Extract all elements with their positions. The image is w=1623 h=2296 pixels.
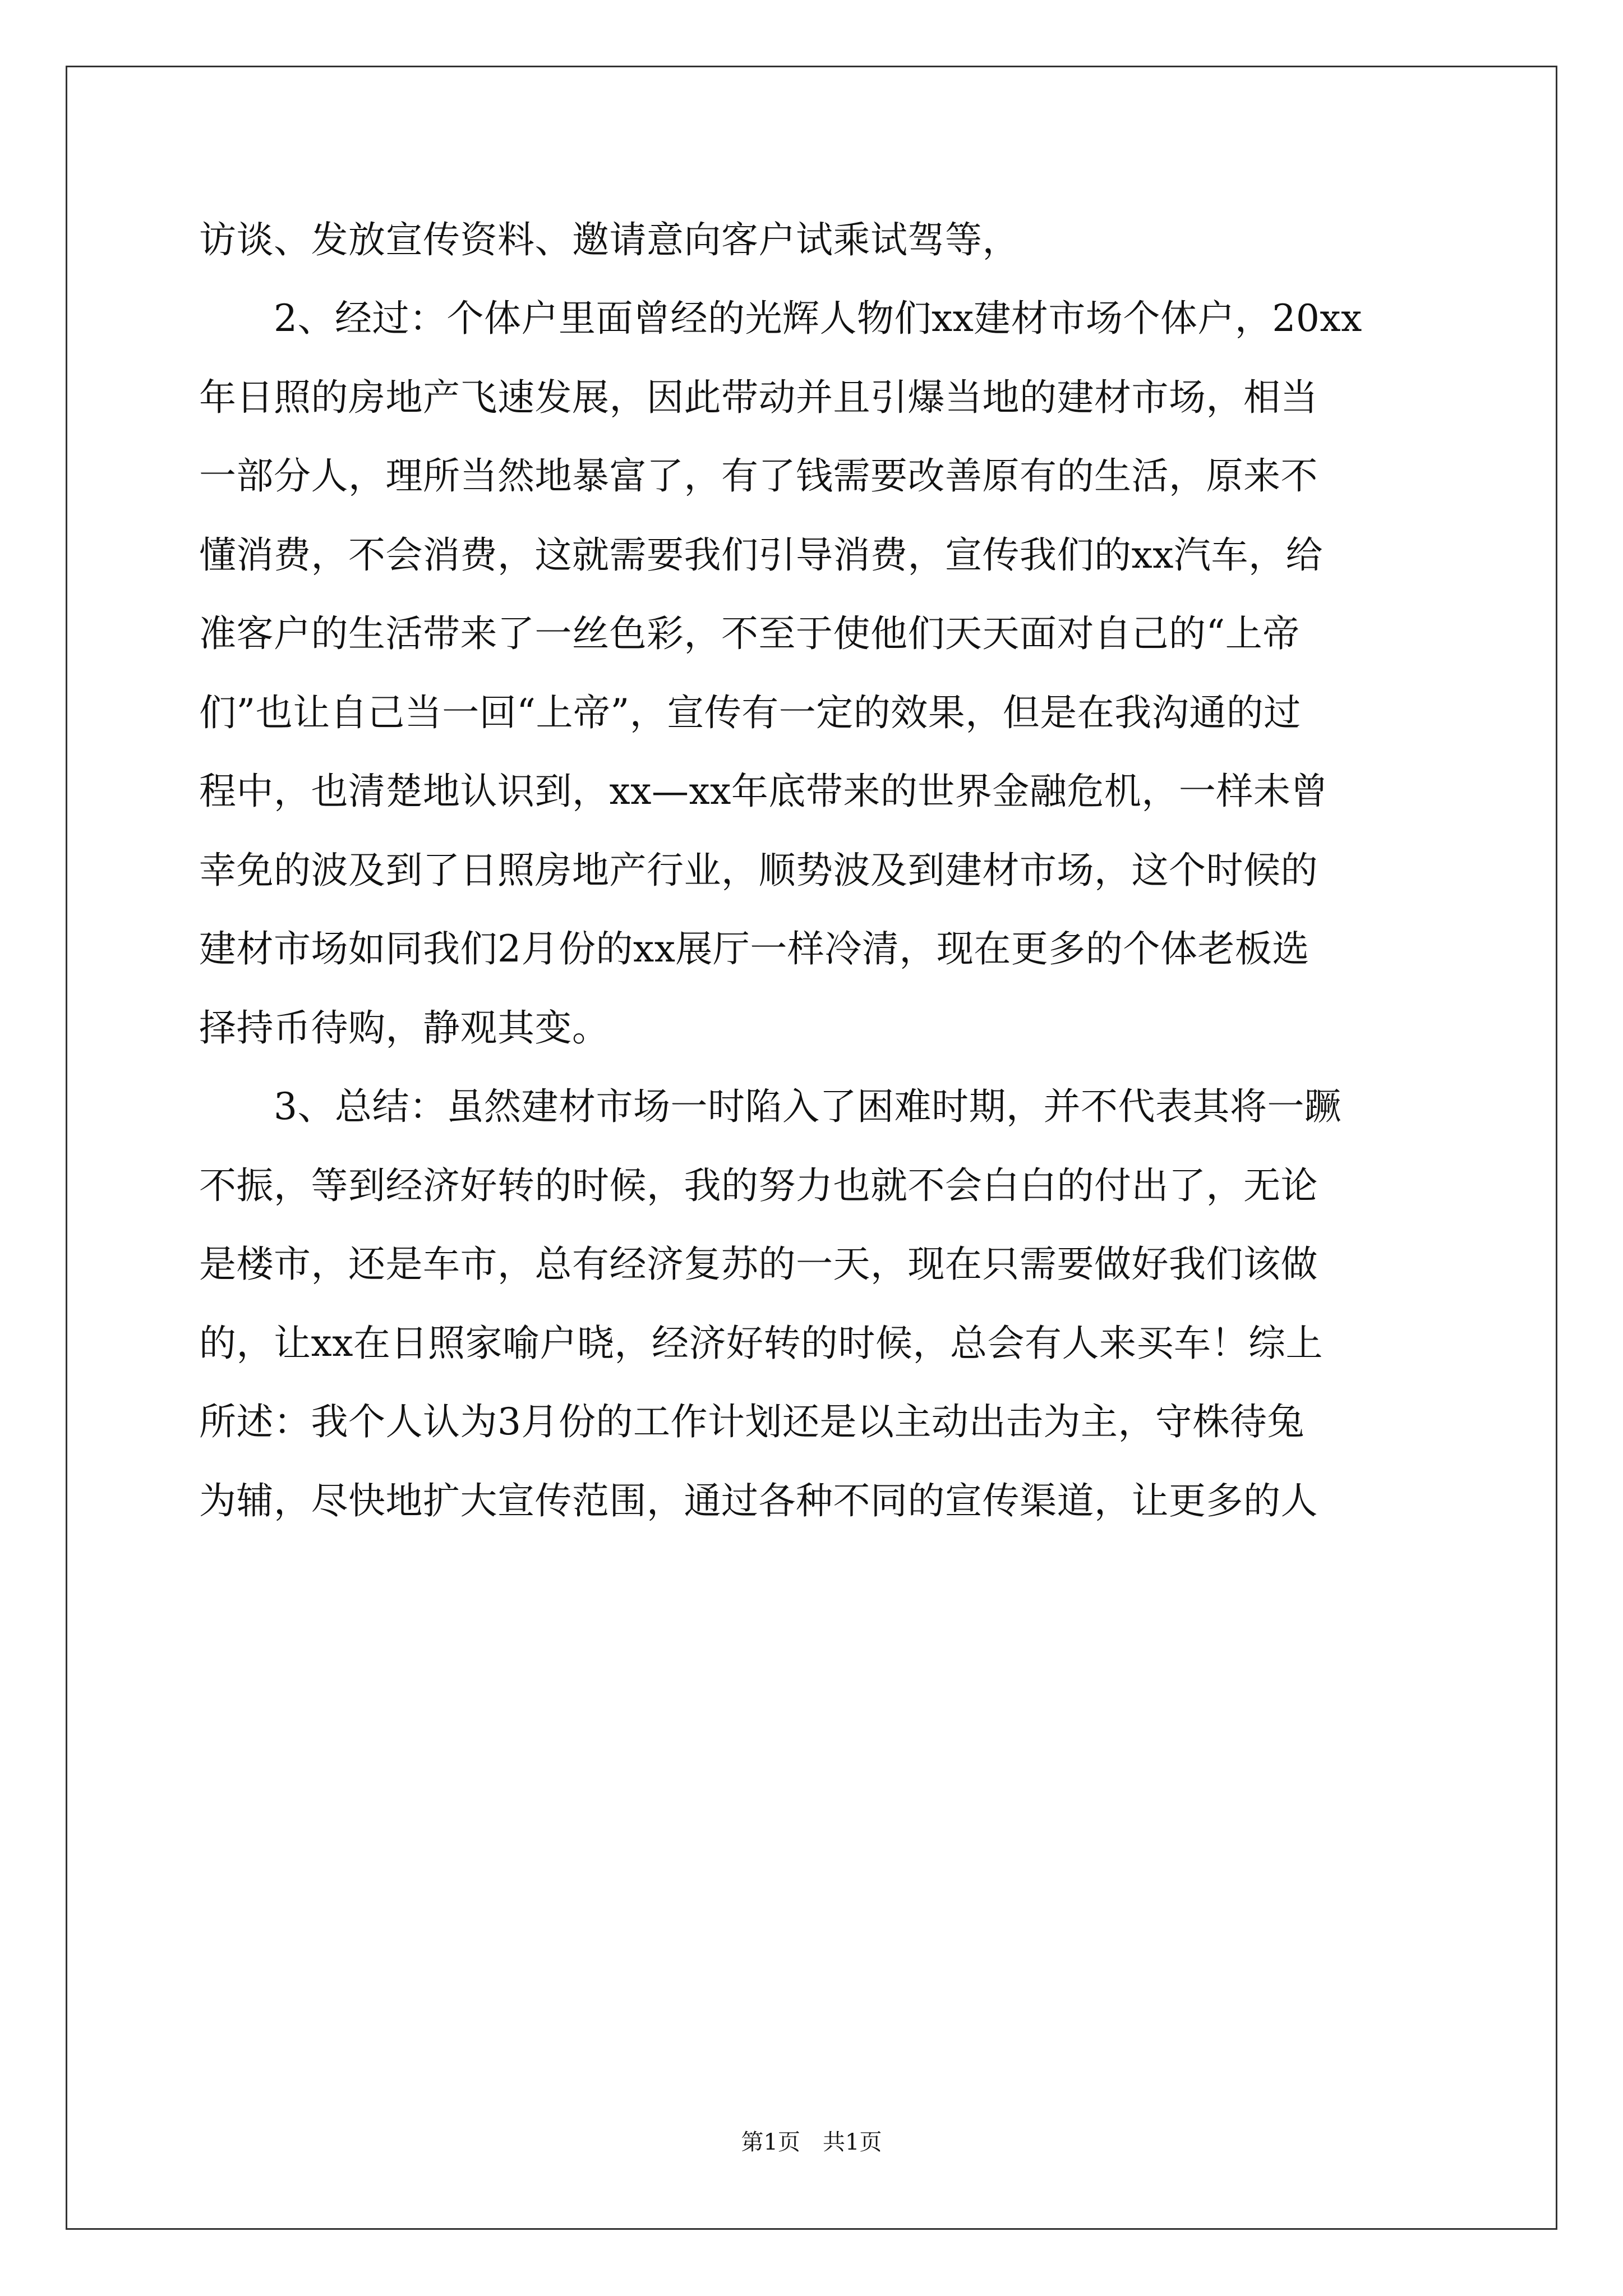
text-line: 建材市场如同我们2月份的xx展厅一样冷清，现在更多的个体老板选 (199, 927, 1310, 970)
text-line: 3、总结：虽然建材市场一时陷入了困难时期，并不代表其将一蹶 (199, 1085, 1342, 1128)
text-line: 一部分人，理所当然地暴富了，有了钱需要改善原有的生活，原来不 (199, 454, 1318, 498)
text-line: 的，让xx在日照家喻户晓，经济好转的时候，总会有人来买车！综上 (199, 1322, 1323, 1365)
text-line: 程中，也清楚地认识到，xx—xx年底带来的世界金融危机，一样未曾 (199, 770, 1328, 813)
text-line: 为辅，尽快地扩大宣传范围，通过各种不同的宣传渠道，让更多的人 (199, 1479, 1318, 1522)
text-line: 准客户的生活带来了一丝色彩，不至于使他们天天面对自己的“上帝 (199, 612, 1300, 655)
text-line: 所述：我个人认为3月份的工作计划还是以主动出击为主，守株待兔 (199, 1400, 1304, 1443)
text-line: 幸免的波及到了日照房地产行业，顺势波及到建材市场，这个时候的 (199, 849, 1318, 892)
text-line: 2、经过：个体户里面曾经的光辉人物们xx建材市场个体户，20xx (199, 297, 1362, 340)
text-line: 择持币待购，静观其变。 (199, 1006, 610, 1050)
text-line: 懂消费，不会消费，这就需要我们引导消费，宣传我们的xx汽车，给 (199, 533, 1323, 577)
text-line: 访谈、发放宣传资料、邀请意向客户试乘试驾等， (199, 218, 1020, 261)
text-line: 不振，等到经济好转的时候，我的努力也就不会白白的付出了，无论 (199, 1164, 1318, 1207)
page-number-footer: 第1页 共1页 (741, 2129, 882, 2155)
text-line: 们”也让自己当一回“上帝”，宣传有一定的效果，但是在我沟通的过 (199, 691, 1301, 734)
text-line: 年日照的房地产飞速发展，因此带动并且引爆当地的建材市场，相当 (199, 376, 1318, 419)
text-line: 是楼市，还是车市，总有经济复苏的一天，现在只需要做好我们该做 (199, 1243, 1318, 1286)
